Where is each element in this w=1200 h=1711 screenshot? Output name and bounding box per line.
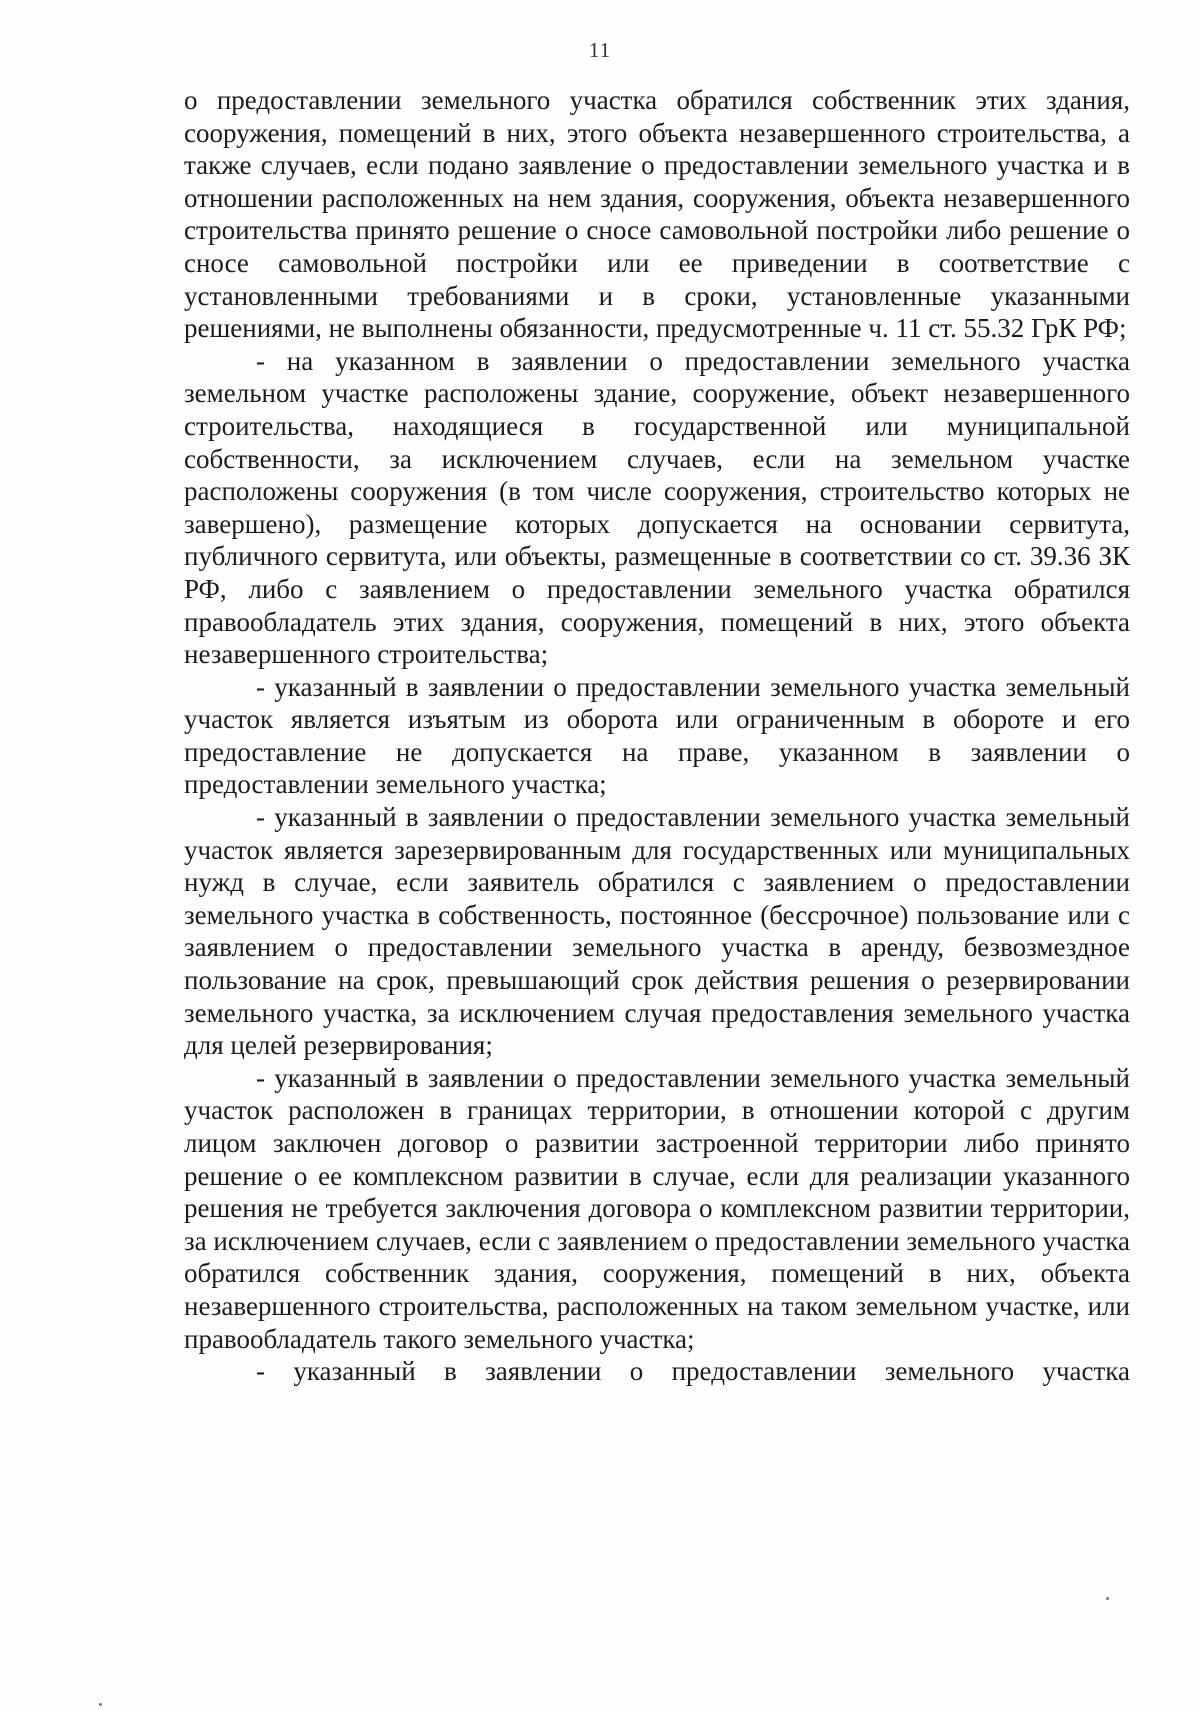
document-body — [184, 84, 1130, 1388]
page-number: 11 — [588, 38, 612, 62]
scan-speck — [99, 1703, 102, 1706]
paragraph-item-continued: - указанный в заявлении о предоставлении земельного участка — [256, 1356, 1130, 1387]
paragraph-item-buildings-on-plot: - на указанном в заявлении о предоставлении земельного участка земельном участке расположены здание, сооружение, объект незавершенного строительства, находящиеся в государственной или муниципальной собственности, за исключением случаев, если на земельном участке расположены сооружения (в том числе сооружения, строительство которых не завершено), размещение которых допускается на основании сервитута, публичного сервитута, или объекты, размещенные в соответствии со ст. 39.36 ЗК РФ, либо с заявлением о предоставлении земельного участка обратился правообладатель этих здания, сооружения, помещений в них, этого объекта незавершенного строительства; — [184, 345, 1130, 670]
paragraph-item-development-territory: - указанный в заявлении о предоставлении земельного участка земельный участок расположен в границах территории, в отношении которой с другим лицом заключен договор о развитии застроенной территории либо принято решение о ее комплексном развитии в случае, если для реализации указанного решения не требуется заключения договора о комплексном развитии территории, за исключением случаев, если с заявлением о предоставлении земельного участка обратился собственник здания, сооружения, помещений в них, объекта незавершенного строительства, расположенных на таком земельном участке, или правообладатель такого земельного участка; — [184, 1062, 1130, 1354]
scan-speck — [1106, 1597, 1109, 1600]
paragraph-continuation: о предоставлении земельного участка обратился собственник этих здания, сооружения, помещений в них, этого объекта незавершенного строительства, а также случаев, если подано заявление о предоставлении земельного участка и в отношении расположенных на нем здания, сооружения, объекта незавершенного строительства принято решение о сносе самовольной постройки либо решение о сносе самовольной постройки или ее приведении в соответствие с установленными требованиями и в сроки, установленные указанными решениями, не выполнены обязанности, предусмотренные ч. 11 ст. 55.32 ГрК РФ; — [184, 85, 1130, 344]
paragraph-item-reserved-plot: - указанный в заявлении о предоставлении земельного участка земельный участок является зарезервированным для государственных или муниципальных нужд в случае, если заявитель обратился с заявлением о предоставлении земельного участка в собственность, постоянное (бессрочное) пользование или с заявлением о предоставлении земельного участка в аренду, безвозмездное пользование на срок, превышающий срок действия решения о резервировании земельного участка, за исключением случая предоставления земельного участка для целей резервирования; — [184, 802, 1130, 1061]
paragraph-item-withdrawn-from-circulation: - указанный в заявлении о предоставлении земельного участка земельный участок является изъятым из оборота или ограниченным в обороте и его предоставление не допускается на праве, указанном в заявлении о предоставлении земельного участка; — [184, 671, 1130, 800]
